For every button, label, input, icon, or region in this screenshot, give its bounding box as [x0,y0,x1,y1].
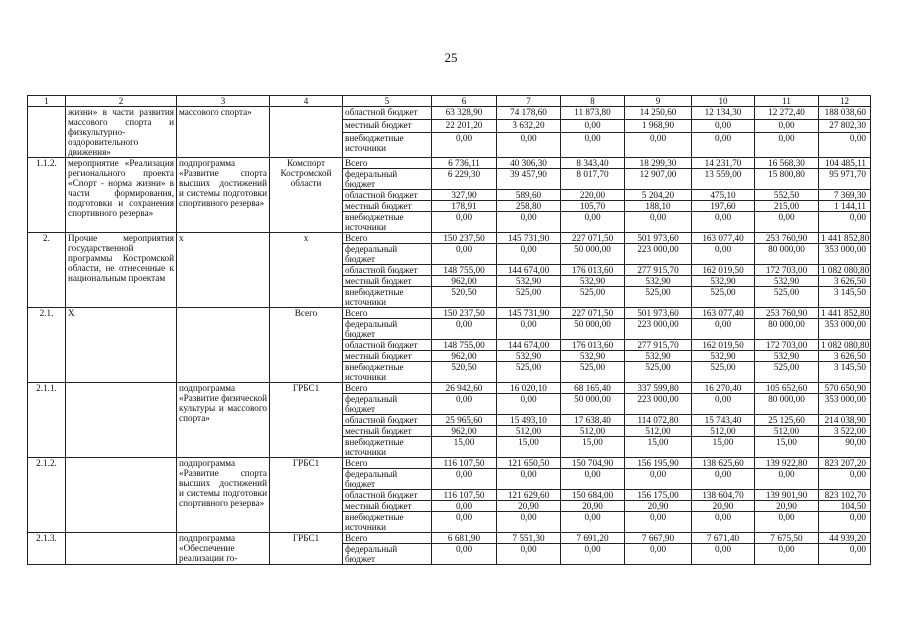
funding-source: Всего [343,233,432,244]
amount-cell: 178,91 [432,201,497,212]
amount-cell: 104 485,11 [819,158,871,169]
amount-cell: 223 000,00 [625,319,692,340]
amount-cell: 0,00 [819,212,871,233]
amount-cell: 15 743,40 [692,415,755,426]
executor-name: ГРБС1 [270,458,343,533]
amount-cell: 520,50 [432,287,497,308]
amount-cell: 163 077,40 [692,233,755,244]
amount-cell: 144 674,00 [497,265,561,276]
amount-cell: 12 907,00 [625,169,692,190]
amount-cell: 0,00 [755,212,819,233]
funding-source: федеральный бюджет [343,244,432,265]
amount-cell: 0,00 [755,133,819,158]
amount-cell: 14 250,60 [625,107,692,120]
amount-cell: 525,00 [561,362,625,383]
amount-cell: 1 144,11 [819,201,871,212]
amount-cell: 0,00 [819,544,871,565]
amount-cell: 7 667,90 [625,533,692,544]
amount-cell: 6 681,90 [432,533,497,544]
amount-cell: 532,90 [497,276,561,287]
amount-cell: 3 145,50 [819,362,871,383]
amount-cell: 162 019,50 [692,340,755,351]
funding-source: Всего [343,533,432,544]
row-number: 2. [28,233,66,308]
amount-cell: 0,00 [692,319,755,340]
amount-cell: 6 736,11 [432,158,497,169]
amount-cell: 3 626,50 [819,276,871,287]
measure-name: мероприятие «Реализация регионального проекта «Спорт - норма жизни» в части формирования, подготовки и сохранения спортивного резерва» [66,158,177,233]
amount-cell: 0,00 [692,120,755,133]
amount-cell: 0,00 [692,133,755,158]
amount-cell: 0,00 [432,133,497,158]
program-name: х [177,233,270,308]
column-header: 10 [692,96,755,107]
funding-source: областной бюджет [343,265,432,276]
amount-cell: 0,00 [561,212,625,233]
amount-cell: 0,00 [497,133,561,158]
amount-cell: 156 175,00 [625,490,692,501]
amount-cell: 525,00 [497,362,561,383]
amount-cell: 15,00 [755,437,819,458]
funding-source: областной бюджет [343,107,432,120]
amount-cell: 552,50 [755,190,819,201]
budget-table [27,95,871,565]
amount-cell: 3 522,00 [819,426,871,437]
amount-cell: 15,00 [625,437,692,458]
table-row [28,458,871,469]
amount-cell: 0,00 [625,212,692,233]
funding-source: Всего [343,458,432,469]
amount-cell: 40 306,30 [497,158,561,169]
amount-cell: 258,80 [497,201,561,212]
row-number: 2.1.3. [28,533,66,565]
amount-cell: 7 551,30 [497,533,561,544]
program-name: подпрограмма «Развитие спорта высших достижений и системы подготовки спортивного резерва» [177,158,270,233]
funding-source: Всего [343,308,432,319]
amount-cell: 16 270,40 [692,383,755,394]
column-header: 4 [270,96,343,107]
amount-cell: 0,00 [497,319,561,340]
amount-cell: 0,00 [755,469,819,490]
funding-source: внебюджетные источники [343,512,432,533]
amount-cell: 0,00 [432,501,497,512]
measure-name: Х [66,308,177,383]
amount-cell: 327,90 [432,190,497,201]
amount-cell: 277 915,70 [625,340,692,351]
funding-source: местный бюджет [343,426,432,437]
amount-cell: 525,00 [692,362,755,383]
amount-cell: 80 000,00 [755,319,819,340]
amount-cell: 962,00 [432,276,497,287]
amount-cell: 139 922,80 [755,458,819,469]
amount-cell: 512,00 [755,426,819,437]
amount-cell: 80 000,00 [755,244,819,265]
amount-cell: 162 019,50 [692,265,755,276]
amount-cell: 0,00 [625,544,692,565]
row-number: 2.1. [28,308,66,383]
table-row [28,107,871,120]
funding-source: федеральный бюджет [343,394,432,415]
amount-cell: 22 201,20 [432,120,497,133]
amount-cell: 150 704,90 [561,458,625,469]
amount-cell: 139 901,90 [755,490,819,501]
amount-cell: 121 650,50 [497,458,561,469]
program-name: массового спорта» [177,107,270,158]
column-header: 8 [561,96,625,107]
column-header: 6 [432,96,497,107]
amount-cell: 532,90 [497,351,561,362]
row-number: 2.1.1. [28,383,66,458]
amount-cell: 0,00 [692,469,755,490]
amount-cell: 223 000,00 [625,244,692,265]
amount-cell: 570 650,90 [819,383,871,394]
amount-cell: 0,00 [692,212,755,233]
table-row [28,158,871,169]
amount-cell: 121 629,60 [497,490,561,501]
amount-cell: 138 625,60 [692,458,755,469]
amount-cell: 163 077,40 [692,308,755,319]
amount-cell: 532,90 [561,351,625,362]
amount-cell: 20,90 [625,501,692,512]
amount-cell: 0,00 [561,544,625,565]
amount-cell: 150 237,50 [432,233,497,244]
amount-cell: 13 559,00 [692,169,755,190]
amount-cell: 176 013,60 [561,265,625,276]
amount-cell: 1 441 852,80 [819,233,871,244]
amount-cell: 0,00 [432,544,497,565]
column-header: 7 [497,96,561,107]
amount-cell: 0,00 [497,244,561,265]
amount-cell: 1 082 080,80 [819,340,871,351]
amount-cell: 16 568,30 [755,158,819,169]
amount-cell: 12 272,40 [755,107,819,120]
amount-cell: 277 915,70 [625,265,692,276]
row-number: 2.1.2. [28,458,66,533]
page-number: 25 [444,50,458,65]
amount-cell: 227 071,50 [561,233,625,244]
amount-cell: 214 038,90 [819,415,871,426]
amount-cell: 337 599,80 [625,383,692,394]
amount-cell: 501 973,60 [625,308,692,319]
amount-cell: 105 652,60 [755,383,819,394]
amount-cell: 145 731,90 [497,233,561,244]
amount-cell: 253 760,90 [755,233,819,244]
amount-cell: 20,90 [561,501,625,512]
executor-name: Всего [270,308,343,383]
amount-cell: 0,00 [497,512,561,533]
amount-cell: 0,00 [497,394,561,415]
amount-cell: 116 107,50 [432,458,497,469]
amount-cell: 3 632,20 [497,120,561,133]
amount-cell: 20,90 [755,501,819,512]
amount-cell: 7 369,30 [819,190,871,201]
amount-cell: 0,00 [497,469,561,490]
amount-cell: 227 071,50 [561,308,625,319]
amount-cell: 114 072,80 [625,415,692,426]
table-row [28,383,871,394]
table-header-row [28,96,871,107]
program-name: подпрограмма «Развитие физической культуры и массового спорта» [177,383,270,458]
program-name [177,308,270,383]
amount-cell: 116 107,50 [432,490,497,501]
amount-cell: 512,00 [561,426,625,437]
amount-cell: 15 800,80 [755,169,819,190]
amount-cell: 27 802,30 [819,120,871,133]
amount-cell: 188 038,60 [819,107,871,120]
funding-source: внебюджетные источники [343,212,432,233]
amount-cell: 1 968,90 [625,120,692,133]
amount-cell: 0,00 [819,469,871,490]
amount-cell: 3 626,50 [819,351,871,362]
amount-cell: 525,00 [625,287,692,308]
amount-cell: 0,00 [432,512,497,533]
funding-source: местный бюджет [343,276,432,287]
amount-cell: 148 755,00 [432,265,497,276]
amount-cell: 150 237,50 [432,308,497,319]
amount-cell: 25 125,60 [755,415,819,426]
amount-cell: 5 204,20 [625,190,692,201]
amount-cell: 50 000,00 [561,244,625,265]
amount-cell: 0,00 [432,394,497,415]
amount-cell: 353 000,00 [819,319,871,340]
executor-name: ГРБС1 [270,383,343,458]
funding-source: областной бюджет [343,190,432,201]
amount-cell: 145 731,90 [497,308,561,319]
amount-cell: 20,90 [497,501,561,512]
amount-cell: 475,10 [692,190,755,201]
amount-cell: 962,00 [432,426,497,437]
amount-cell: 0,00 [561,469,625,490]
amount-cell: 188,10 [625,201,692,212]
amount-cell: 525,00 [692,287,755,308]
amount-cell: 215,00 [755,201,819,212]
funding-source: местный бюджет [343,201,432,212]
amount-cell: 223 000,00 [625,394,692,415]
row-number: 1.1.2. [28,158,66,233]
funding-source: внебюджетные источники [343,133,432,158]
amount-cell: 0,00 [819,512,871,533]
funding-source: местный бюджет [343,501,432,512]
amount-cell: 512,00 [625,426,692,437]
funding-source: федеральный бюджет [343,469,432,490]
column-header: 12 [819,96,871,107]
amount-cell: 512,00 [497,426,561,437]
amount-cell: 0,00 [692,394,755,415]
amount-cell: 15,00 [561,437,625,458]
amount-cell: 823 207,20 [819,458,871,469]
amount-cell: 353 000,00 [819,244,871,265]
amount-cell: 0,00 [692,544,755,565]
amount-cell: 8 343,40 [561,158,625,169]
amount-cell: 172 703,00 [755,265,819,276]
amount-cell: 520,50 [432,362,497,383]
amount-cell: 15,00 [432,437,497,458]
amount-cell: 525,00 [755,287,819,308]
amount-cell: 172 703,00 [755,340,819,351]
table-row [28,308,871,319]
amount-cell: 156 195,90 [625,458,692,469]
amount-cell: 17 638,40 [561,415,625,426]
funding-source: областной бюджет [343,490,432,501]
amount-cell: 50 000,00 [561,319,625,340]
amount-cell: 532,90 [692,276,755,287]
funding-source: федеральный бюджет [343,169,432,190]
amount-cell: 0,00 [625,469,692,490]
amount-cell: 7 691,20 [561,533,625,544]
amount-cell: 138 604,70 [692,490,755,501]
amount-cell: 353 000,00 [819,394,871,415]
amount-cell: 74 178,60 [497,107,561,120]
column-header: 2 [66,96,177,107]
funding-source: федеральный бюджет [343,544,432,565]
amount-cell: 220,00 [561,190,625,201]
executor-name: ГРБС1 [270,533,343,565]
amount-cell: 0,00 [819,133,871,158]
amount-cell: 532,90 [755,276,819,287]
amount-cell: 1 441 852,80 [819,308,871,319]
measure-name: Прочие мероприятия государственной программы Костромской области, не отнесенные к национальным проектам [66,233,177,308]
amount-cell: 148 755,00 [432,340,497,351]
amount-cell: 176 013,60 [561,340,625,351]
amount-cell: 25 965,60 [432,415,497,426]
amount-cell: 525,00 [755,362,819,383]
amount-cell: 0,00 [561,512,625,533]
amount-cell: 11 873,80 [561,107,625,120]
amount-cell: 63 328,90 [432,107,497,120]
executor-name: Комспорт Костромской области [270,158,343,233]
measure-name [66,533,177,565]
funding-source: внебюджетные источники [343,437,432,458]
amount-cell: 532,90 [692,351,755,362]
amount-cell: 144 674,00 [497,340,561,351]
amount-cell: 18 299,30 [625,158,692,169]
amount-cell: 197,60 [692,201,755,212]
amount-cell: 15,00 [692,437,755,458]
funding-source: местный бюджет [343,120,432,133]
measure-name [66,383,177,458]
amount-cell: 3 145,50 [819,287,871,308]
funding-source: Всего [343,383,432,394]
amount-cell: 7 671,40 [692,533,755,544]
amount-cell: 0,00 [755,512,819,533]
amount-cell: 12 134,30 [692,107,755,120]
funding-source: местный бюджет [343,351,432,362]
amount-cell: 0,00 [432,319,497,340]
amount-cell: 0,00 [625,512,692,533]
amount-cell: 525,00 [625,362,692,383]
amount-cell: 525,00 [561,287,625,308]
amount-cell: 532,90 [561,276,625,287]
column-header: 9 [625,96,692,107]
amount-cell: 501 973,60 [625,233,692,244]
funding-source: федеральный бюджет [343,319,432,340]
amount-cell: 0,00 [432,469,497,490]
amount-cell: 962,00 [432,351,497,362]
amount-cell: 16 020,10 [497,383,561,394]
amount-cell: 105,70 [561,201,625,212]
amount-cell: 0,00 [497,212,561,233]
amount-cell: 6 229,30 [432,169,497,190]
amount-cell: 50 000,00 [561,394,625,415]
amount-cell: 0,00 [755,544,819,565]
amount-cell: 0,00 [432,244,497,265]
amount-cell: 44 939,20 [819,533,871,544]
amount-cell: 14 231,70 [692,158,755,169]
amount-cell: 532,90 [625,351,692,362]
amount-cell: 95 971,70 [819,169,871,190]
table-row [28,533,871,544]
amount-cell: 80 000,00 [755,394,819,415]
amount-cell: 0,00 [625,133,692,158]
executor-name: х [270,233,343,308]
amount-cell: 8 017,70 [561,169,625,190]
measure-name [66,458,177,533]
measure-name: жизни» в части развития массового спорта и физкультурно-оздоровительного движения» [66,107,177,158]
amount-cell: 26 942,60 [432,383,497,394]
amount-cell: 0,00 [497,544,561,565]
executor-name [270,107,343,158]
amount-cell: 39 457,90 [497,169,561,190]
amount-cell: 512,00 [692,426,755,437]
column-header: 3 [177,96,270,107]
amount-cell: 90,00 [819,437,871,458]
funding-source: внебюджетные источники [343,362,432,383]
amount-cell: 525,00 [497,287,561,308]
amount-cell: 15,00 [497,437,561,458]
funding-source: областной бюджет [343,415,432,426]
amount-cell: 532,90 [755,351,819,362]
column-header: 11 [755,96,819,107]
amount-cell: 0,00 [561,120,625,133]
funding-source: областной бюджет [343,340,432,351]
amount-cell: 0,00 [755,120,819,133]
amount-cell: 104,50 [819,501,871,512]
amount-cell: 7 675,50 [755,533,819,544]
amount-cell: 253 760,90 [755,308,819,319]
funding-source: Всего [343,158,432,169]
amount-cell: 0,00 [692,244,755,265]
amount-cell: 68 165,40 [561,383,625,394]
amount-cell: 589,60 [497,190,561,201]
amount-cell: 15 493,10 [497,415,561,426]
amount-cell: 0,00 [561,133,625,158]
column-header: 5 [343,96,432,107]
program-name: подпрограмма «Развитие спорта высших достижений и системы подготовки спортивного резерва» [177,458,270,533]
amount-cell: 823 102,70 [819,490,871,501]
amount-cell: 20,90 [692,501,755,512]
amount-cell: 0,00 [432,212,497,233]
amount-cell: 1 082 080,80 [819,265,871,276]
row-number [28,107,66,158]
amount-cell: 0,00 [692,512,755,533]
amount-cell: 150 684,00 [561,490,625,501]
funding-source: внебюджетные источники [343,287,432,308]
table-row [28,233,871,244]
amount-cell: 532,90 [625,276,692,287]
column-header: 1 [28,96,66,107]
program-name: подпрограмма «Обеспечение реализации го- [177,533,270,565]
